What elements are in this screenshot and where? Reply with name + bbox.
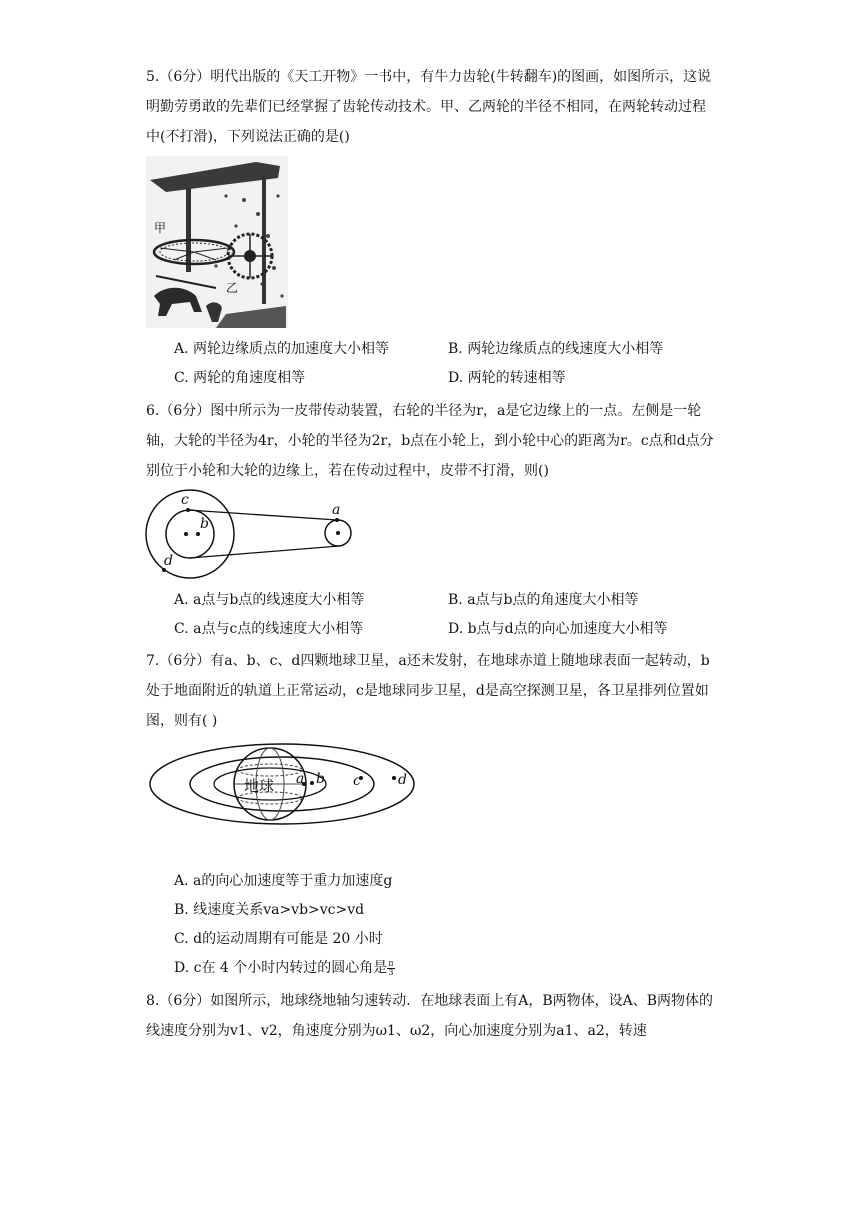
question-6 [146, 396, 716, 486]
question-7 [146, 646, 716, 736]
fraction-denominator: 3 [388, 967, 394, 977]
question-5-stem: 5.（6分）明代出版的《天工开物》一书中，有牛力齿轮(牛转翻车)的图画，如图所示，这说明勤劳勇敢的先辈们已经掌握了齿轮传动技术。甲、乙两轮的半径不相同，在两轮转动过程中(不打滑)，下列说法正确的是() [146, 69, 712, 145]
satellite-d-dot [392, 776, 396, 780]
point-c-dot [186, 508, 190, 512]
q5-option-d[interactable]: D. 两轮的转速相等 [448, 370, 566, 386]
belt-drive-figure [144, 488, 360, 580]
point-a-dot [335, 518, 339, 522]
q6-option-c[interactable]: C. a点与c点的线速度大小相等 [174, 621, 364, 637]
ox-gear-waterwheel-figure [146, 156, 288, 328]
left-wheel-center-dot [184, 532, 188, 536]
fraction-numerator: π [388, 958, 394, 968]
right-wheel-center-dot [336, 531, 340, 535]
q7-option-d[interactable] [174, 958, 395, 978]
gear-label-yi: 乙 [226, 281, 239, 295]
question-8-stem: 8.（6分）如图所示，地球绕地轴匀速转动．在地球表面上有A，B两物体，设A、B两物体的线速度分别为v1、v2，角速度分别为ω1、ω2，向心加速度分别为a1、a2，转速 [146, 993, 714, 1039]
gear-label-jia: 甲 [154, 221, 167, 235]
question-7-stem: 7.（6分）有a、b、c、d四颗地球卫星，a还未发射，在地球赤道上随地球表面一起转动，b处于地面附近的轨道上正常运动，c是地球同步卫星，d是高空探测卫星，各卫星排列位置如图，则有( ) [146, 653, 710, 729]
q6-option-d[interactable]: D. b点与d点的向心加速度大小相等 [448, 621, 668, 637]
q7-option-d-text: D. c在 4 个小时内转过的圆心角是 [174, 960, 388, 976]
q7-option-a[interactable]: A. a的向心加速度等于重力加速度g [174, 873, 393, 889]
label-a: a [332, 502, 341, 518]
satellite-orbits-figure [146, 740, 416, 840]
label-a: a [296, 771, 305, 787]
label-b: b [316, 771, 325, 787]
label-d: d [398, 772, 407, 788]
label-c: c [181, 492, 189, 508]
q7-option-b[interactable]: B. 线速度关系va>vb>vc>vd [174, 902, 365, 918]
q5-option-b[interactable]: B. 两轮边缘质点的线速度大小相等 [448, 341, 664, 357]
point-b-dot [196, 532, 200, 536]
label-b: b [200, 516, 209, 532]
q5-option-c[interactable]: C. 两轮的角速度相等 [174, 370, 306, 386]
earth-label: 地球 [244, 777, 275, 795]
q6-option-a[interactable]: A. a点与b点的线速度大小相等 [174, 592, 365, 608]
q7-option-c[interactable]: C. d的运动周期有可能是 20 小时 [174, 931, 383, 947]
q5-option-a[interactable]: A. 两轮边缘质点的加速度大小相等 [174, 341, 390, 357]
q6-option-b[interactable]: B. a点与b点的角速度大小相等 [448, 592, 639, 608]
label-d: d [164, 553, 173, 569]
question-5 [146, 62, 716, 152]
label-c: c [353, 773, 361, 789]
fraction-pi-over-3 [387, 960, 394, 977]
question-8 [146, 986, 716, 1046]
question-6-stem: 6.（6分）图中所示为一皮带传动装置，右轮的半径为r，a是它边缘上的一点。左侧是一轮轴，大轮的半径为4r，小轮的半径为2r，b点在小轮上，到小轮中心的距离为r。c点和d点分别位于小轮和大轮的边缘上，若在传动过程中，皮带不打滑，则() [146, 403, 714, 479]
satellite-b-dot [310, 781, 314, 785]
